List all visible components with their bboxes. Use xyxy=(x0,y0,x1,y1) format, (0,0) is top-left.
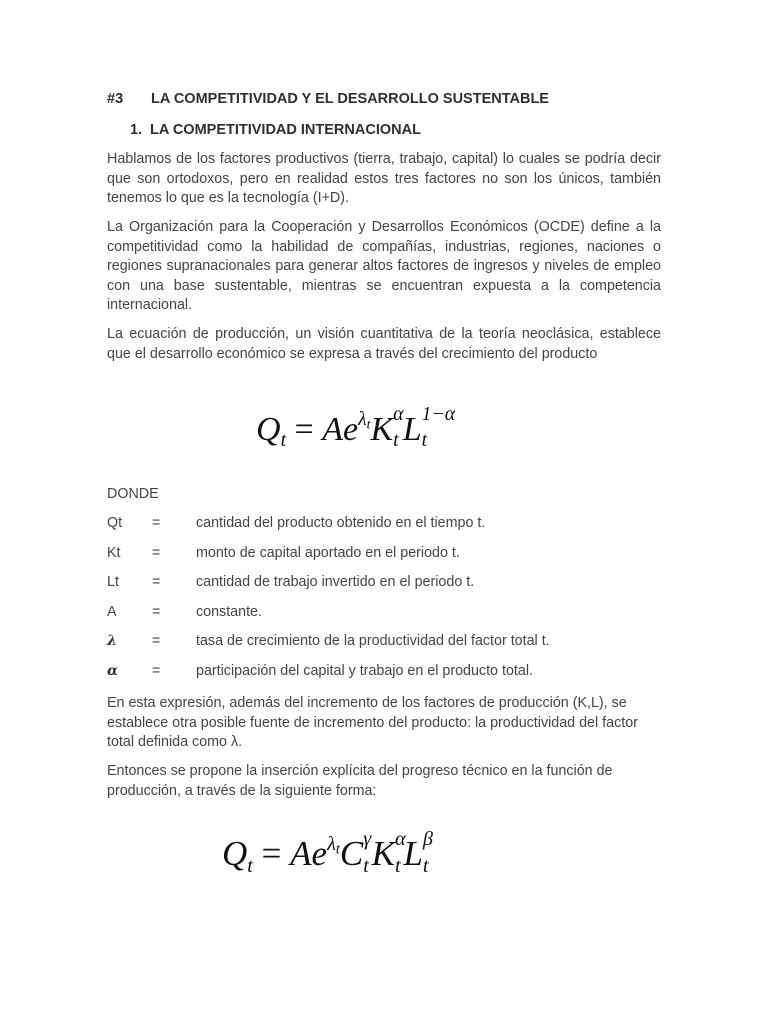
definition-equals: = xyxy=(152,662,161,679)
definition-symbol: Kt xyxy=(107,544,121,561)
formula2-l-scripts xyxy=(422,827,434,877)
definition-symbol: Lt xyxy=(107,574,119,591)
formula2-lhs-sub: t xyxy=(247,854,253,877)
definition-text: cantidad del producto obtenido en el tiempo t. xyxy=(196,515,486,531)
formula1-k-sub: t xyxy=(393,429,399,452)
formula2-l-sup: β xyxy=(422,827,434,850)
paragraph-3: La ecuación de producción, un visión cuantitativa de la teoría neoclásica, establece que el desarrollo económico se expresa a través del crecimiento del producto xyxy=(107,326,661,362)
definition-symbol: λ xyxy=(107,633,118,650)
definition-row xyxy=(107,574,667,604)
definition-equals: = xyxy=(152,633,161,650)
formula2-c: C xyxy=(339,834,364,874)
formula2-lhs: Q xyxy=(222,834,248,874)
formula1-l-sub: t xyxy=(421,429,428,452)
formula2-l-sub: t xyxy=(422,854,429,877)
definition-equals: = xyxy=(152,603,161,620)
formula1-exp-sub: t xyxy=(366,416,371,432)
formula2-a: Ae xyxy=(290,834,328,874)
donde-label: DONDE xyxy=(107,486,159,502)
definition-symbol: A xyxy=(107,603,117,620)
definition-equals: = xyxy=(152,544,161,561)
formula2-l: L xyxy=(403,834,423,874)
definition-row xyxy=(107,633,667,663)
formula1-l: L xyxy=(402,410,422,448)
formula1-lhs-sub: t xyxy=(280,429,287,452)
chapter-heading xyxy=(107,91,549,107)
definition-row xyxy=(107,545,667,575)
definition-symbol: Qt xyxy=(107,515,123,531)
definitions-list xyxy=(107,515,667,693)
formula1-exp-lambda: λ xyxy=(358,408,367,430)
chapter-number: #3 xyxy=(107,91,124,107)
formula2-k-sub: t xyxy=(395,854,401,877)
formula2-c-sub: t xyxy=(363,854,369,877)
definition-equals: = xyxy=(152,515,161,531)
chapter-title: LA COMPETITIVIDAD Y EL DESARROLLO SUSTENTABLE xyxy=(151,91,549,107)
formula1-a: Ae xyxy=(322,410,359,448)
definition-symbol: α xyxy=(107,662,119,679)
section-heading xyxy=(130,122,421,138)
definition-text: tasa de crecimiento de la productividad del factor total t. xyxy=(196,633,550,650)
definition-row xyxy=(107,515,667,545)
formula1-k: K xyxy=(370,410,394,448)
definition-text: cantidad de trabajo invertido en el periodo t. xyxy=(196,574,475,591)
formula1-exp xyxy=(358,408,370,430)
formula1-lhs: Q xyxy=(256,410,281,448)
definition-text: constante. xyxy=(196,603,262,620)
formula2-k-sup: α xyxy=(395,827,406,850)
formula1-equals: = xyxy=(294,410,314,448)
production-equation xyxy=(256,403,456,452)
definition-equals: = xyxy=(152,574,161,591)
formula2-exp-sub: t xyxy=(335,841,340,858)
formula1-l-sup: 1−α xyxy=(421,403,456,426)
definition-text: monto de capital aportado en el periodo t. xyxy=(196,544,460,561)
paragraph-4: En esta expresión, además del incremento de los factores de producción (K,L), se establece otra posible fuente de incremento del producto: la productividad del factor total definida como λ. xyxy=(107,695,638,751)
paragraph-1: Hablamos de los factores productivos (tierra, trabajo, capital) lo cuales se podría decir que son ortodoxos, pero en realidad estos tres factores no son los únicos, también tenemos lo que es la tecnología (I+D). xyxy=(107,151,661,207)
paragraph-2: La Organización para la Cooperación y Desarrollos Económicos (OCDE) define a la competitividad como la habilidad de compañías, industrias, regiones, naciones o regiones supranacionales para generar altos factores de ingresos y niveles de empleo con una base sustentable, mientras se encuentran expuesta a la competencia internacional. xyxy=(107,219,661,314)
formula2-k-scripts xyxy=(395,827,406,877)
definition-row xyxy=(107,604,667,634)
formula2-c-sup: γ xyxy=(363,827,372,850)
section-title: LA COMPETITIVIDAD INTERNACIONAL xyxy=(150,122,421,138)
definition-text: participación del capital y trabajo en el producto total. xyxy=(196,662,533,679)
section-number: 1. xyxy=(130,122,143,138)
paragraph-5: Entonces se propone la inserción explícita del progreso técnico en la función de producción, a través de la siguiente forma: xyxy=(107,763,613,799)
definition-row xyxy=(107,663,667,693)
formula2-exp-lambda: λ xyxy=(327,833,336,855)
formula1-k-scripts xyxy=(393,403,404,452)
formula2-equals: = xyxy=(261,834,282,874)
formula2-c-scripts xyxy=(363,827,372,877)
formula1-l-scripts xyxy=(421,403,456,452)
formula2-k: K xyxy=(371,834,395,874)
formula1-k-sup: α xyxy=(393,403,404,426)
production-equation-technical-progress xyxy=(222,827,434,877)
formula2-exp xyxy=(327,833,340,858)
